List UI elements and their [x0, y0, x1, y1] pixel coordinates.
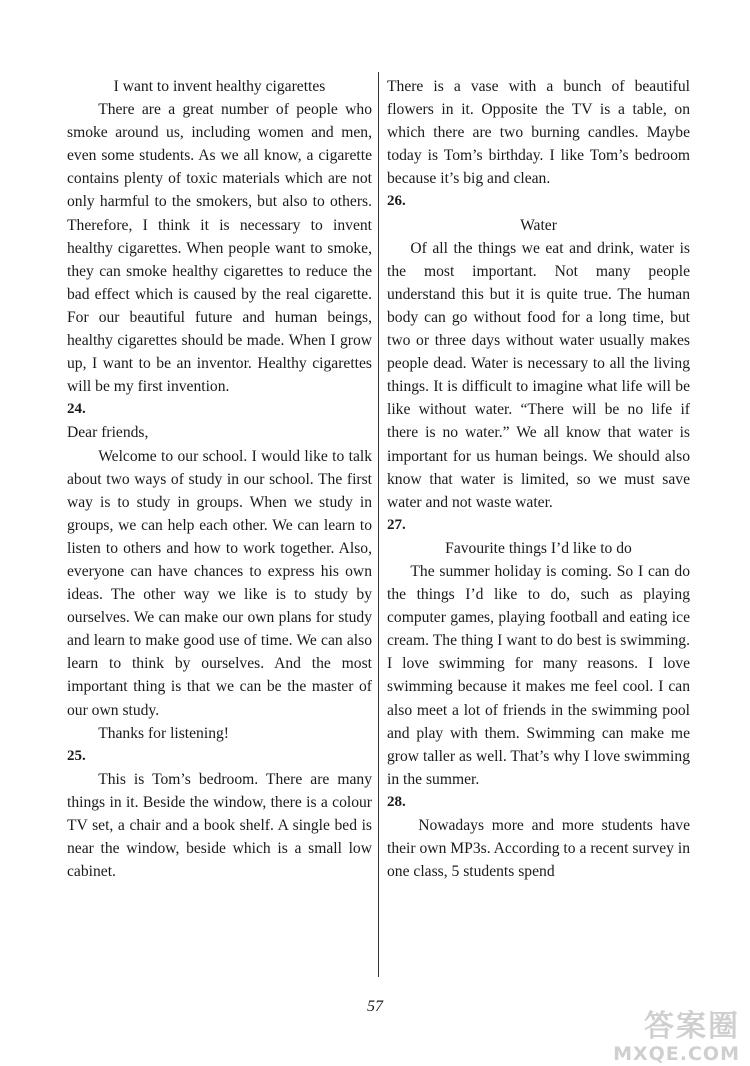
- essay-26-body: Of all the things we eat and drink, water is the most important. Not many people understand this but it is quite true. The human body can go without food for a long time, but two or three days without water usually makes people dead. Water is necessary to all the living things. It is difficult to imagine what life will be like without water. “There will be no life if there is no water.” We all know that water is important for us human beings. We should also know that water is limited, so we must save water and not waste water.: [387, 239, 690, 511]
- essay-27-body: The summer holiday is coming. So I can do the things I’d like to do, such as playing computer games, playing football and eating ice cream. The thing I want to do best is swimming. I love swimming for many reasons. I love swimming because it makes me feel cool. I can also meet a lot of friends in the swimming pool and play with them. Swimming can make me grow taller as well. That’s why I love swimming in the summer.: [387, 562, 690, 788]
- left-column: [67, 75, 372, 883]
- column-divider: [378, 72, 379, 977]
- essay-25-body: This is Tom’s bedroom. There are many things in it. Beside the window, there is a colour TV set, a chair and a book shelf. A single bed is near the window, beside which is a small low cabinet.: [67, 770, 372, 881]
- watermark-bottom-text: MXQE.COM: [613, 1043, 740, 1065]
- question-number-26: 26.: [387, 193, 406, 210]
- essay-23-title: I want to invent healthy cigarettes: [113, 78, 326, 95]
- right-column: [387, 75, 690, 883]
- essay-28-body: Nowadays more and more students have their own MP3s. According to a recent survey in one class, 5 students spend: [387, 817, 690, 881]
- letter-body: Welcome to our school. I would like to talk about two ways of study in our school. The first way is to study in groups. When we study in groups, we can help each other. We can learn to listen to others and how to work together. Also, everyone can have chances to express his own ideas. The other way we like is to study by ourselves. We can make our own plans for study and learn to make good use of time. We can also learn to think by ourselves. And the most important thing is that we can be the master of our own study.: [67, 447, 372, 719]
- letter-greeting: Dear friends,: [67, 424, 149, 442]
- question-number-24: 24.: [67, 401, 86, 418]
- letter-closing: Thanks for listening!: [98, 724, 229, 742]
- watermark-top-text: 答案圈: [644, 1009, 740, 1044]
- question-number-25: 25.: [67, 747, 86, 764]
- essay-26-title: Water: [520, 216, 557, 234]
- page-number: 57: [367, 998, 383, 1015]
- essay-23-body: There are a great number of people who smoke around us, including women and men, even some students. As we all know, a cigarette contains plenty of toxic materials which are not only harmful to the smokers, but also to others. Therefore, I think it is necessary to invent healthy cigarettes. When people want to smoke, they can smoke healthy cigarettes to reduce the bad effect which is caused by the real cigarette. For our beautiful future and human beings, healthy cigarettes should be made. When I grow up, I want to be an inventor. Healthy cigarettes will be my first invention.: [67, 101, 372, 396]
- question-number-28: 28.: [387, 793, 406, 810]
- essay-27-title: Favourite things I’d like to do: [445, 539, 632, 557]
- question-number-27: 27.: [387, 516, 406, 533]
- watermark-logo: [613, 1010, 740, 1064]
- essay-25-continued: There is a vase with a bunch of beautiful flowers in it. Opposite the TV is a table, on which there are two burning candles. Maybe today is Tom’s birthday. I like Tom’s bedroom because it’s big and clean.: [387, 78, 690, 188]
